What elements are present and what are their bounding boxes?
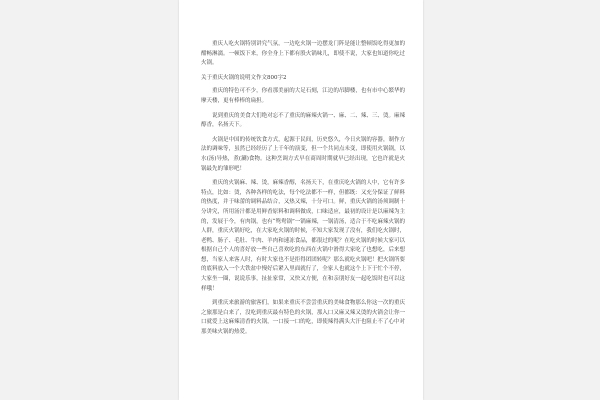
document-body — [201, 40, 405, 343]
paragraph-spicy-hotpot: 说到重庆的美食大们绝对忘不了重庆的麻辣火锅一、麻、二、辣、三、烫。麻辣醇香，名扬天下。 — [201, 112, 405, 129]
document-page — [179, 0, 423, 400]
paragraph-tourist-invitation: 到重庆来旅游的旅客们，如果来重庆不尝尝重庆的美味食物那么你这一次的重庆之旅那是白来了，没吃到重庆最有特色的火锅，那入口又麻又辣又烫的火锅会让你一口就爱上这麻辣清香的火锅，一口接一口的吃，即使辣得满头大汗也阻止不了心中对那美味火锅的热爱。 — [201, 300, 405, 336]
section-heading: 关于重庆火锅的说明文作文800字2 — [201, 74, 287, 81]
paragraph-hotpot-atmosphere: 重庆人吃火锅特别讲究气氛，一边吃火锅一边摆龙门阵是能让整顿饭吃得更加的酣畅淋漓。一顿饭下来，你全身上下都有股火锅味儿，即使不说，大家也知道你吃过火锅。 — [201, 41, 405, 67]
paragraph-hotpot-history: 火锅是中国的传统饮食方式，起源于民间，历史悠久，今日火锅的容器，制作方法的调味等，虽然已经经历了上千年的演变，但一个共同点未变，即使用火锅锅，以水(汤)导热，煮(涮)食物。这种烹调方式早在商周时期就早已经出现，它也许就是火锅最先的雏形吧！ — [201, 136, 405, 172]
paragraph-chongqing-features: 重庆的特色可不少，你看那美丽的大足石刻，江边的吊脚楼，也有市中心繁华的摩天楼，更有棒棒的扁担。 — [201, 88, 405, 104]
paragraph-hotpot-characteristics: 重庆的火锅麻、辣、烫，麻辣香醇，名扬天下，在重庆吃火锅的人中，它有许多特点，比如：烫，各种各样的吃法，每个吃法都不一样，但都既：又充分保证了鲜料的热度，并于味蕾的调料品结合，又热又辣，十分可口。鲜，重庆火锅的汤须调制十分讲究，所用汤汁都是用鲜香原料和调料做成，口味适应，最初的设计是以麻辣为主的，发展于今，有肉锅，也有“鸳鸯锅”一锅麻辣，一锅清汤，适合于不吃麻辣火锅的人群，重庆火锅好吃，在大家吃火锅的时候，不知大家发现了没有，我们吃火锅时，老鸭、肠子、毛肚、牛肉、羊肉和速冻食品，都很过的呢？在吃火锅的时候大家可以根据自己个人的喜好放一些自己喜欢吃的东西在火锅中滑得大家吃了也想吃，后来想想，当家人来客人时，有时大家也不是拒得团团转呢？那么就吃火锅吧！把火锅所要的底料放入一个大铁盆中慢好后紧入里面就行了，全家人也就这个上下于忙个不停，大家坐一圈，说说乐事，扯扯家常，又快又方便，在和亲朋好友一起吃饭时也可以这样哦！ — [201, 180, 405, 292]
